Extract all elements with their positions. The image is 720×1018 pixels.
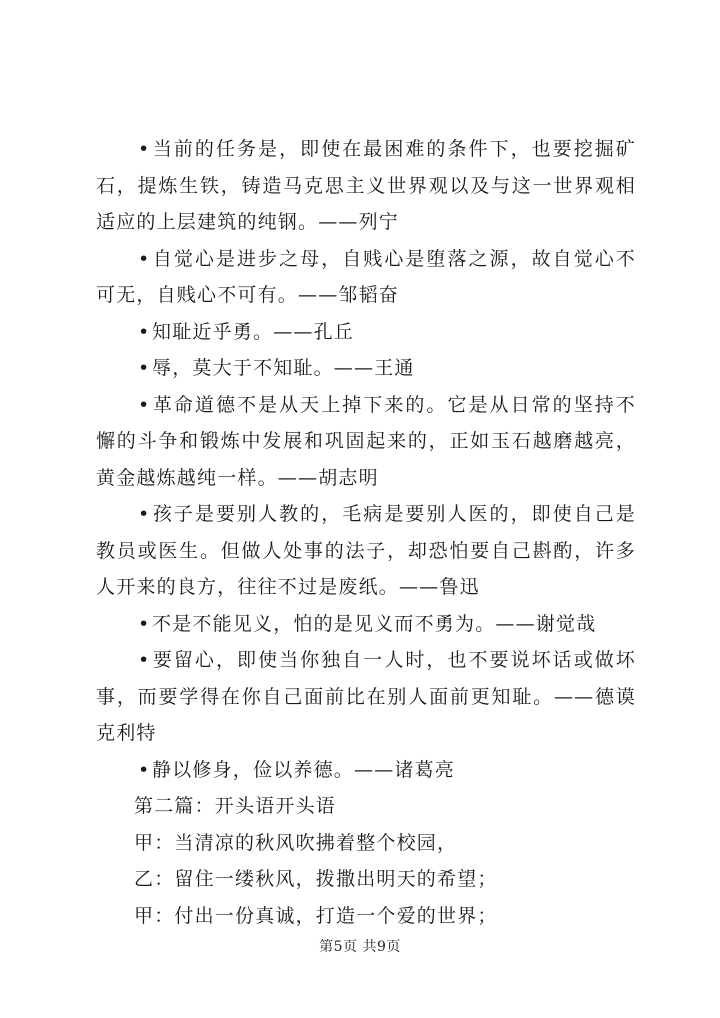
quote-text: 不是不能见义，怕的是见义而不勇为。——谢觉哉 [152, 612, 597, 635]
dialogue-line-yi: 乙：留住一缕秋风，拨撒出明天的希望； [134, 868, 498, 890]
quote-paragraph-lu-xun [96, 496, 636, 606]
quote-paragraph-lenin [96, 131, 636, 241]
bullet-icon: • [138, 503, 151, 525]
quote-paragraph-xie-jiaozai [96, 606, 636, 643]
quote-text: 要留心，即使当你独自一人时，也不要说坏话或做坏事，而要学得在你自己面前比在别人面前更知耻。——德谟克利特 [96, 649, 636, 744]
quote-text: 孩子是要别人教的，毛病是要别人医的，即使自己是教员或医生。但做人处事的法子，却恐怕要自己斟酌，许多人开来的良方，往往不过是废纸。——鲁迅 [96, 503, 636, 598]
dialogue-line-jia: 甲：付出一份真诚，打造一个爱的世界； [134, 904, 498, 927]
dialogue-line-jia: 甲：当清凉的秋风吹拂着整个校园， [134, 831, 458, 854]
quote-text: 知耻近乎勇。——孔丘 [152, 320, 355, 343]
quote-paragraph-wang-tong [96, 350, 636, 387]
quote-text: 静以修身，俭以养德。——诸葛亮 [152, 758, 456, 781]
bullet-icon: • [138, 649, 151, 671]
quote-text: 自觉心是进步之母，自贱心是堕落之源，故自觉心不可无，自贱心不可有。——邹韬奋 [96, 247, 636, 306]
bullet-icon: • [138, 138, 151, 160]
quote-text: 革命道德不是从天上掉下来的。它是从日常的坚持不懈的斗争和锻炼中发展和巩固起来的，正如玉石越磨越亮，黄金越炼越纯一样。——胡志明 [96, 393, 636, 489]
bullet-icon: • [138, 758, 151, 781]
bullet-icon: • [138, 357, 151, 379]
quote-paragraph-kong-qiu [96, 314, 636, 351]
bullet-icon: • [138, 393, 151, 416]
quote-text: 当前的任务是，即使在最困难的条件下，也要挖掘矿石，提炼生铁，铸造马克思主义世界观以及与这一世界观相适应的上层建筑的纯钢。——列宁 [96, 138, 636, 233]
quote-paragraph-democritus [96, 642, 636, 752]
page-number-footer: 第5页 共9页 [319, 939, 401, 955]
bullet-icon: • [138, 612, 151, 635]
quote-paragraph-zhuge-liang [96, 752, 636, 789]
quote-text: 辱，莫大于不知耻。——王通 [152, 357, 415, 379]
document-body [96, 131, 636, 934]
section-heading: 第二篇：开头语开头语 [134, 795, 337, 817]
bullet-icon: • [138, 247, 151, 270]
quote-paragraph-zou-taofen [96, 241, 636, 314]
quote-paragraph-ho-chi-minh [96, 387, 636, 497]
bullet-icon: • [138, 320, 151, 343]
